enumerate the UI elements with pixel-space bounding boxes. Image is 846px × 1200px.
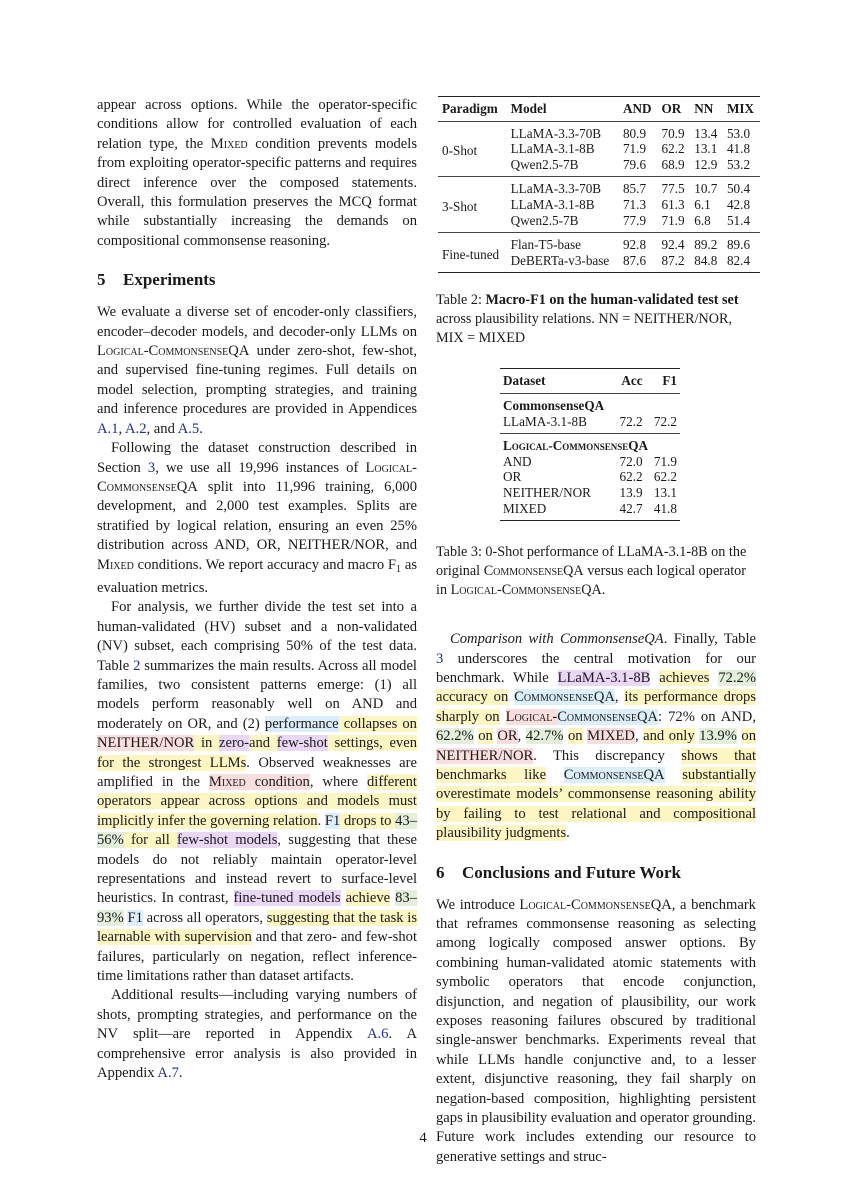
text-segment: .: [566, 825, 570, 842]
model-cell: Qwen2.5-7B: [510, 156, 579, 172]
mix-cell: 42.8: [726, 196, 751, 212]
nn-cell: 6.1: [694, 196, 711, 212]
highlighted-text: on: [568, 728, 583, 745]
text-segment: We evaluate a diverse set of encoder-only classifiers, encoder–decoder models, and decoder-only LLMs on: [97, 304, 417, 340]
text-segment: appear across options. While the operator-specific conditions allow for controlled evaluation of each relation type, the: [97, 97, 417, 152]
text-segment: We introduce: [436, 896, 520, 913]
paradigm-cell: 0-Shot: [442, 143, 478, 159]
nn-cell: 89.2: [694, 237, 718, 253]
text-segment: , where: [309, 774, 367, 790]
text-segment: : 72% on AND,: [658, 708, 756, 725]
cross-reference-link[interactable]: 3: [436, 650, 444, 667]
highlighted-text: substantially overestimate models’ commonsense reasoning ability by failing to test relational and compositional plausibility judgments: [436, 766, 757, 842]
and-cell: 71.3: [622, 196, 647, 212]
f1-cell: 62.2: [653, 469, 677, 485]
highlighted-text: in: [194, 735, 220, 752]
and-cell: 92.8: [622, 237, 647, 253]
highlighted-text: CommonsenseQA: [514, 689, 615, 706]
caption-label: Table 2:: [436, 292, 486, 309]
acc-cell: 72.2: [619, 413, 643, 429]
section-number: 6: [436, 862, 445, 882]
group-title: Logical-CommonsenseQA: [503, 438, 649, 454]
col-header-model: Model: [510, 101, 547, 116]
f1-cell: 41.8: [653, 500, 677, 516]
table-2-group-0shot: [438, 121, 760, 177]
section-5-heading: [97, 269, 417, 291]
col-header-and: AND: [622, 101, 652, 116]
model-cell: LLaMA-3.3-70B: [510, 125, 602, 141]
mix-cell: 41.8: [726, 141, 751, 157]
f1-cell: 71.9: [653, 453, 677, 469]
text-segment: Mixed: [210, 135, 248, 152]
text-segment: . This discrepancy: [533, 747, 682, 764]
cross-reference-link[interactable]: A.2: [125, 420, 147, 437]
highlighted-text: for all: [123, 832, 177, 849]
acc-cell: 13.9: [619, 484, 643, 500]
table-row: [438, 121, 760, 141]
highlighted-text: F1: [324, 812, 341, 829]
highlighted-text: 13.9%: [699, 728, 737, 745]
and-cell: 80.9: [622, 125, 647, 141]
text-segment: ,: [634, 728, 644, 745]
col-header-mix: MIX: [726, 101, 755, 116]
highlighted-text: on: [741, 728, 756, 745]
highlighted-text: Mixed: [208, 774, 246, 790]
text-segment: , a benchmark that reframes commonsense reasoning as selecting among logically composed answer options. By combining human-validated atomic statements with symbolic operators that encode conjunction, disjunction, and negation of plausibility, our work exposes reasoning failures obscured by traditional single-answer benchmarks. Experiments reveal that while LLMs handle conjunctive and, to a lesser extent, disjunctive reasoning, they fail sharply on negation-based composition, highlighting persistent gaps in plausibility evaluation and operator grounding. Future work includes extending our resource to generative settings and struc-: [436, 896, 756, 1165]
and-cell: 77.9: [622, 212, 647, 228]
f1-cell: 72.2: [653, 413, 677, 429]
intro-paragraph: [97, 96, 417, 251]
and-cell: 71.9: [622, 141, 647, 157]
text-segment: Logical-CommonsenseQA: [519, 896, 672, 913]
highlighted-text: accuracy: [436, 689, 494, 706]
highlighted-text: NEITHER/NOR: [436, 747, 534, 764]
highlighted-text: achieves: [659, 669, 710, 686]
mix-cell: 51.4: [726, 212, 751, 228]
table-2-caption: [436, 291, 756, 348]
text-segment: Mixed: [97, 556, 134, 573]
label-cell: NEITHER/NOR: [503, 484, 591, 500]
highlighted-text: 42.7%: [525, 728, 564, 745]
model-cell: Qwen2.5-7B: [510, 212, 579, 228]
or-cell: 71.9: [661, 212, 685, 228]
highlighted-text: achieve: [345, 890, 391, 907]
table-3-header-row: [500, 369, 680, 394]
nn-cell: 13.4: [694, 125, 718, 141]
table-2-header-row: [438, 97, 760, 122]
right-column: [436, 96, 756, 1167]
table-row: [500, 414, 680, 434]
text-segment: For analysis, we further divide the test set into a human-validated (HV) subset and a non-validated (NV) subset, each comprising 50% of the test data. Table: [97, 599, 417, 674]
highlighted-text: fine-tuned models: [233, 890, 341, 907]
text-segment: Following the dataset construction described in Section: [97, 440, 417, 476]
or-cell: 92.4: [661, 237, 685, 253]
model-cell: LLaMA-3.1-8B: [510, 196, 595, 212]
highlighted-text: condition: [245, 774, 310, 790]
col-header-paradigm: Paradigm: [442, 101, 498, 116]
mix-cell: 89.6: [726, 237, 751, 253]
highlighted-text: Logical-: [505, 708, 558, 725]
highlighted-text: OR: [497, 728, 518, 745]
highlighted-text: different operators appear across options and models must implicitly infer the governing relation: [97, 774, 417, 829]
experiments-paragraph-2: [97, 439, 417, 598]
highlighted-text: on: [493, 689, 509, 706]
col-header-or: OR: [661, 101, 682, 116]
table-row: [500, 454, 680, 470]
comparison-paragraph: [436, 630, 756, 843]
text-segment: Comparison with CommonsenseQA: [450, 631, 664, 648]
or-cell: 87.2: [661, 252, 685, 268]
and-cell: 87.6: [622, 252, 647, 268]
text-segment: .: [199, 420, 203, 437]
experiments-paragraph-1: [97, 303, 417, 439]
cross-reference-link[interactable]: 3: [147, 459, 156, 476]
text-segment: ,: [118, 420, 125, 437]
mix-cell: 50.4: [726, 181, 751, 197]
highlighted-text: collapses on: [343, 715, 417, 732]
text-segment: as evaluation metrics.: [97, 556, 417, 596]
caption-bold: Macro-F1 on the human-validated test set: [485, 292, 739, 309]
col-header-dataset: Dataset: [503, 373, 546, 389]
text-segment: Additional results—including varying numbers of shots, prompting strategies, and performance on the NV split—are reported in Appendix: [97, 987, 417, 1043]
and-cell: 85.7: [622, 181, 647, 197]
text-segment: [341, 890, 346, 906]
text-segment: condition prevents models from exploiting operator-specific patterns and requires direct inference over the composed statements. Overall, this formulation preserves the MCQ format while substantially increasing the demands on compositional commonsense reasoning.: [97, 135, 417, 249]
text-segment: conditions. We report accuracy and macro F: [133, 556, 397, 573]
caption-text: across plausibility relations. NN = NEITHER/NOR, MIX = MIXED: [436, 311, 733, 347]
highlighted-text: zero-: [219, 735, 249, 752]
table-row: [438, 233, 760, 253]
text-segment: [709, 670, 718, 686]
table-3-caption: [436, 543, 756, 600]
mix-cell: 82.4: [726, 252, 751, 268]
col-header-acc: Acc: [621, 373, 643, 389]
or-cell: 70.9: [661, 125, 685, 141]
text-segment: .: [601, 582, 606, 599]
and-cell: 79.6: [622, 156, 647, 172]
acc-cell: 62.2: [619, 469, 643, 485]
text-segment: , suggesting that these models do not reliably maintain operator-level representations and instead revert to surface-level heuristics. In contrast,: [97, 832, 417, 907]
f1-cell: 13.1: [653, 484, 677, 500]
highlighted-text: [339, 716, 344, 732]
or-cell: 61.3: [661, 196, 685, 212]
table-row: [438, 177, 760, 197]
highlighted-text: its performance drops sharply on: [436, 689, 757, 725]
model-cell: Flan-T5-base: [510, 237, 581, 253]
text-segment: . Finally, Table: [663, 631, 756, 648]
highlighted-text: suggesting that the task is learnable with supervision: [97, 909, 417, 946]
highlighted-text: LLaMA-3.1-8B: [557, 669, 651, 686]
group-title: CommonsenseQA: [503, 397, 605, 413]
acc-cell: 42.7: [619, 500, 643, 516]
table-3-group-logical: [500, 434, 680, 521]
group-heading-row: [500, 393, 680, 413]
highlighted-text: settings, even for the strongest LLMs: [97, 735, 417, 771]
section-number: 5: [97, 270, 106, 290]
group-heading-row: [500, 434, 680, 454]
nn-cell: 6.8: [694, 212, 711, 228]
highlighted-text: and: [249, 735, 277, 752]
text-segment: split into 11,996 training, 6,000 development, and 2,000 test examples. Splits are stratified by logical relation, ensuring an even 25% distribution across AND, OR, NEITHER/NOR, and: [97, 478, 417, 554]
label-cell: OR: [503, 469, 522, 485]
col-header-f1: F1: [662, 373, 677, 389]
highlighted-text: CommonsenseQA: [557, 708, 659, 725]
text-segment: .: [317, 812, 325, 829]
text-segment: and that zero- and few-shot failures, particularly on negation, reflect inference-time limitations rather than dataset artifacts.: [97, 929, 417, 985]
text-segment: under zero-shot, few-shot, and supervised fine-tuning regimes. Full details on model selection, prompting strategies, and training and inference procedures are provided in Appendices: [97, 343, 417, 418]
text-segment: Logical-CommonsenseQA: [450, 582, 602, 599]
section-title: Experiments: [123, 270, 216, 290]
table-3-group-commonsenseqa: [500, 393, 680, 433]
col-header-nn: NN: [694, 101, 714, 116]
table-2-group-finetuned: [438, 233, 760, 273]
table-2: [438, 96, 760, 273]
text-segment: [500, 709, 506, 725]
text-segment: versus each logical operator in: [436, 563, 746, 599]
label-cell: LLaMA-3.1-8B: [503, 413, 587, 429]
model-cell: DeBERTa-v3-base: [510, 252, 610, 268]
nn-cell: 84.8: [694, 252, 718, 268]
or-cell: 68.9: [661, 156, 685, 172]
table-row: [500, 501, 680, 521]
text-segment: underscores the central motivation for our benchmark. While: [436, 650, 756, 686]
highlighted-text: few-shot models: [176, 832, 278, 849]
label-cell: AND: [503, 453, 532, 469]
or-cell: 77.5: [661, 181, 685, 197]
table-3: [500, 368, 680, 521]
section-title: Conclusions and Future Work: [462, 862, 682, 882]
model-cell: LLaMA-3.1-8B: [510, 141, 595, 157]
mix-cell: 53.2: [726, 156, 751, 172]
label-cell: MIXED: [503, 500, 547, 516]
highlighted-text: MIXED: [587, 728, 635, 745]
highlighted-text: performance: [264, 715, 339, 732]
highlighted-text: 43–56%: [97, 812, 417, 849]
experiments-paragraph-4: [97, 986, 417, 1083]
paradigm-cell: 3-Shot: [442, 198, 478, 214]
acc-cell: 72.0: [619, 453, 643, 469]
highlighted-text: 83–93%: [97, 890, 417, 926]
highlighted-text: drops to: [340, 812, 396, 829]
highlighted-text: F1: [127, 909, 143, 926]
nn-cell: 10.7: [694, 181, 718, 197]
nn-cell: 13.1: [694, 141, 718, 157]
text-segment: , we use all 19,996 instances of: [155, 459, 366, 476]
mix-cell: 53.0: [726, 125, 751, 141]
text-segment: , and: [146, 420, 178, 437]
table-row: [500, 485, 680, 501]
conclusion-paragraph: [436, 896, 756, 1168]
highlighted-text: 72.2%: [718, 669, 757, 686]
highlighted-text: shows that benchmarks like: [436, 747, 756, 783]
highlighted-text: NEITHER/NOR: [97, 735, 195, 752]
left-column: [97, 96, 417, 1084]
text-segment: .: [178, 1065, 183, 1082]
table-row: [500, 469, 680, 485]
or-cell: 62.2: [661, 141, 685, 157]
text-segment: [650, 670, 659, 686]
text-segment: ,: [517, 728, 526, 745]
text-segment: CommonsenseQA: [483, 563, 584, 580]
text-segment: across all operators,: [142, 909, 267, 926]
highlighted-text: CommonsenseQA: [563, 766, 665, 783]
section-6-heading: [436, 862, 756, 884]
text-segment: . Observed weaknesses are amplified in the: [97, 754, 417, 790]
cross-reference-link[interactable]: A.6: [366, 1026, 389, 1043]
paradigm-cell: Fine-tuned: [442, 246, 500, 262]
cross-reference-link[interactable]: A.7: [157, 1065, 179, 1082]
text-segment: Table 3: 0-Shot performance of LLaMA-3.1-8B on the original: [436, 544, 747, 580]
experiments-paragraph-3: [97, 598, 417, 986]
text-segment: 1: [396, 563, 402, 575]
text-segment: [546, 767, 564, 783]
text-segment: summarizes the main results. Across all model families, two consistent patterns emerge: (1) all models perform reasonably well on AND and moderately on OR, and (2): [97, 657, 417, 732]
text-segment: [665, 767, 683, 783]
model-cell: LLaMA-3.3-70B: [510, 181, 602, 197]
nn-cell: 12.9: [694, 156, 718, 172]
cross-reference-link[interactable]: 2: [133, 657, 141, 674]
table-2-group-3shot: [438, 177, 760, 233]
cross-reference-link[interactable]: A.1: [97, 420, 119, 437]
highlighted-text: and only: [643, 728, 695, 745]
highlighted-text: few-shot: [276, 735, 328, 752]
page-number: 4: [419, 1130, 427, 1146]
text-segment: ,: [614, 689, 625, 706]
highlighted-text: on: [478, 728, 493, 745]
cross-reference-link[interactable]: A.5: [177, 420, 200, 437]
text-segment: Logical-CommonsenseQA: [97, 459, 417, 495]
highlighted-text: 62.2%: [436, 728, 474, 745]
text-segment: . A comprehensive error analysis is also provided in Appendix: [97, 1026, 417, 1082]
text-segment: Logical-CommonsenseQA: [97, 343, 250, 360]
